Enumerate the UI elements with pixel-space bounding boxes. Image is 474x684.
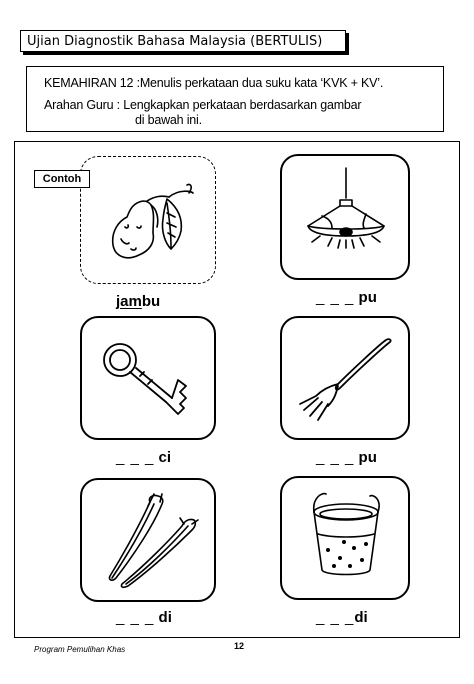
- picture-frame-guava: [80, 156, 216, 284]
- answer-suffix: pu: [358, 449, 377, 466]
- okra-icon: [82, 480, 218, 604]
- guava-icon: [81, 157, 217, 285]
- answer-guava: [116, 293, 160, 310]
- picture-frame-bucket: [280, 476, 410, 600]
- answer-key: [116, 449, 171, 466]
- answer-blank: _ _ _: [316, 609, 355, 626]
- picture-frame-okra: [80, 478, 216, 602]
- key-icon: [82, 318, 218, 442]
- answer-suffix: ci: [158, 449, 172, 466]
- teacher-instruction-line2: di bawah ini.: [135, 113, 202, 127]
- answer-blank: _ _ _: [316, 449, 355, 466]
- lamp-icon: [282, 156, 412, 282]
- example-label: Contoh: [34, 170, 90, 188]
- skill-text: KEMAHIRAN 12 :Menulis perkataan dua suku kata ‘KVK + KV’.: [44, 76, 384, 90]
- bucket-icon: [282, 478, 412, 602]
- answer-bucket: [316, 609, 368, 626]
- fork-icon: [282, 318, 412, 442]
- answer-filled-syllable: jam: [116, 293, 142, 310]
- answer-lamp: [316, 289, 377, 306]
- page-number: 12: [234, 641, 245, 651]
- answer-suffix: bu: [141, 293, 161, 310]
- picture-frame-key: [80, 316, 216, 440]
- teacher-instruction-line1: Arahan Guru : Lengkapkan perkataan berdasarkan gambar: [44, 98, 362, 112]
- answer-okra: [116, 609, 172, 626]
- answer-blank: _ _ _: [116, 609, 155, 626]
- page-title: Ujian Diagnostik Bahasa Malaysia (BERTULIS): [20, 30, 346, 52]
- picture-frame-fork: [280, 316, 410, 440]
- answer-blank: _ _ _: [316, 289, 355, 306]
- answer-suffix: di: [354, 609, 368, 626]
- answer-fork: [316, 449, 377, 466]
- answer-suffix: pu: [358, 289, 377, 306]
- footer-program: Program Pemulihan Khas: [34, 645, 126, 654]
- picture-frame-lamp: [280, 154, 410, 280]
- answer-suffix: di: [158, 609, 172, 626]
- answer-blank: _ _ _: [116, 449, 155, 466]
